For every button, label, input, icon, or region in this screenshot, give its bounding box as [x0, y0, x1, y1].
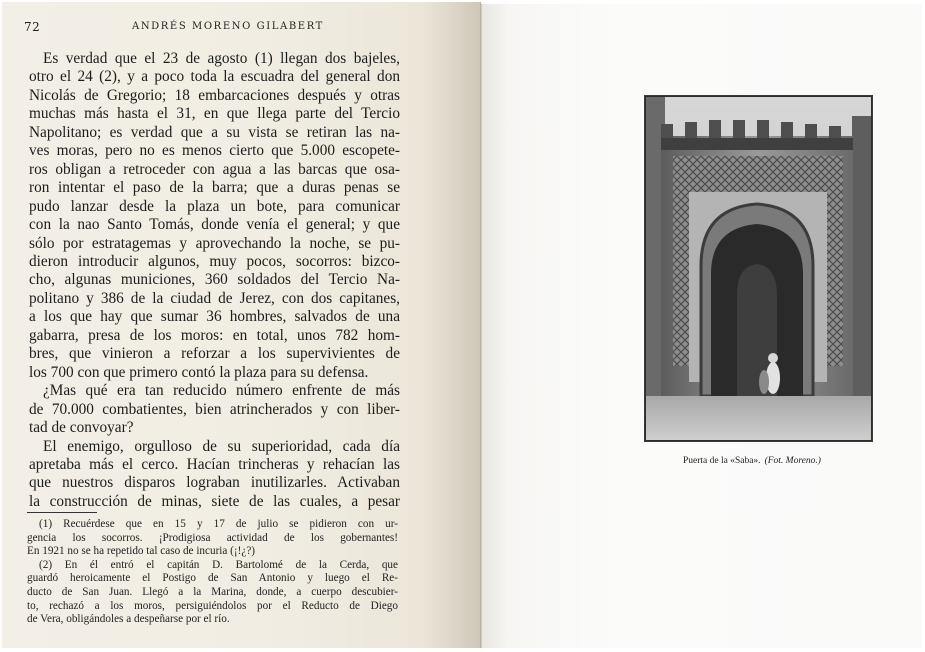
text-line: El enemigo, orgulloso de su superioridad, cada día [43, 437, 400, 455]
text-line: que nuestros disparos lograban inutilizarles. Activaban [29, 474, 400, 492]
text-line: bres, que vinieron a reforzar a los supervivientes de [29, 345, 400, 363]
page-header [24, 20, 404, 40]
text-line: Nicolás de Gregorio; 18 embarcaciones después y otras [29, 86, 400, 104]
text-line: pudo lanzar desde la plaza un bote, para comunicar [29, 197, 400, 215]
text-line: apretaba más el cerco. Hacían trincheras y rehacían las [29, 455, 400, 473]
text-line: de 70.000 combatientes, bien atrincherados y con liber- [29, 400, 400, 418]
text-line: con la nao Santo Tomás, donde venía el general; y que [29, 216, 400, 234]
footnotes [27, 518, 398, 627]
text-line: muchas más hasta el 31, en que llega parte del Tercio [29, 105, 400, 123]
photo-caption [683, 456, 821, 466]
footnote-line: ducto de San Juan. Llegó a la Marina, donde, a cuerpo descubier- [27, 585, 398, 598]
footnote-line: (2) En él entró el capitán D. Bartolomé de la Cerda, que [39, 558, 398, 571]
text-line: politano y 386 de la ciudad de Jerez, con dos capitanes, [29, 289, 400, 307]
body-text [29, 50, 400, 511]
text-line: ¿Mas qué era tan reducido número enfrente de más [43, 382, 400, 400]
footnote-line: gencia los socorros. ¡Prodigiosa actividad de los gobernantes! [27, 531, 398, 544]
text-line: a los que hay que sumar 36 hombres, salvados de una [29, 308, 400, 326]
caption-credit: (Fot. Moreno.) [764, 456, 821, 466]
text-line: gabarra, presa de los moros: en total, unos 782 hom- [29, 326, 400, 344]
text-line: tad de convoyar? [29, 419, 134, 437]
caption-text: Puerta de la «Saba». [683, 456, 761, 466]
running-head: ANDRÉS MORENO GILABERT [132, 21, 324, 32]
footnote-line: de Vera, obligándoles a despeñarse por el río. [27, 613, 230, 626]
text-line: Es verdad que el 23 de agosto (1) llegan dos bajeles, [43, 50, 400, 67]
gateway-photo-image [645, 96, 872, 441]
footnote-line: guardó heroicamente el Postigo de San Antonio y luego el Re- [27, 572, 398, 585]
text-line: ros obligan a retroceder con agua a las barcas que osa- [29, 160, 400, 178]
text-line: ves moras, pero no es menos cierto que 5.000 escopete- [29, 142, 400, 160]
page-number: 72 [24, 20, 41, 34]
text-line: ron intentar el paso de la barra; que a duras penas se [29, 179, 400, 197]
text-line: los 700 con que primero contó la plaza para su defensa. [29, 363, 369, 381]
footnote-line: (1) Recuérdese que en 15 y 17 de julio se pidieron con ur- [39, 518, 398, 530]
gateway-photo [644, 95, 873, 442]
text-line: la construcción de minas, siete de las cuales, a pesar [29, 492, 400, 510]
footnote-line: to, rechazó a los moros, persiguiéndolos por el Reducto de Diego [27, 599, 398, 612]
footnote-divider [27, 512, 97, 513]
text-line: otro el 24 (2), y a poco toda la escuadra del general don [29, 68, 400, 86]
text-line: sólo por estratagemas y aprovechando la noche, se pu- [29, 234, 400, 252]
text-line: Napolitano; es verdad que a su vista se retiran las na- [29, 123, 400, 141]
footnote-line: En 1921 no se ha repetido tal caso de incuria (¡!¿?) [27, 545, 256, 558]
text-line: cho, algunas municiones, 360 soldados del Tercio Na- [29, 271, 400, 289]
text-line: dieron introducir algunos, muy pocos, socorros: bizco- [29, 252, 400, 270]
